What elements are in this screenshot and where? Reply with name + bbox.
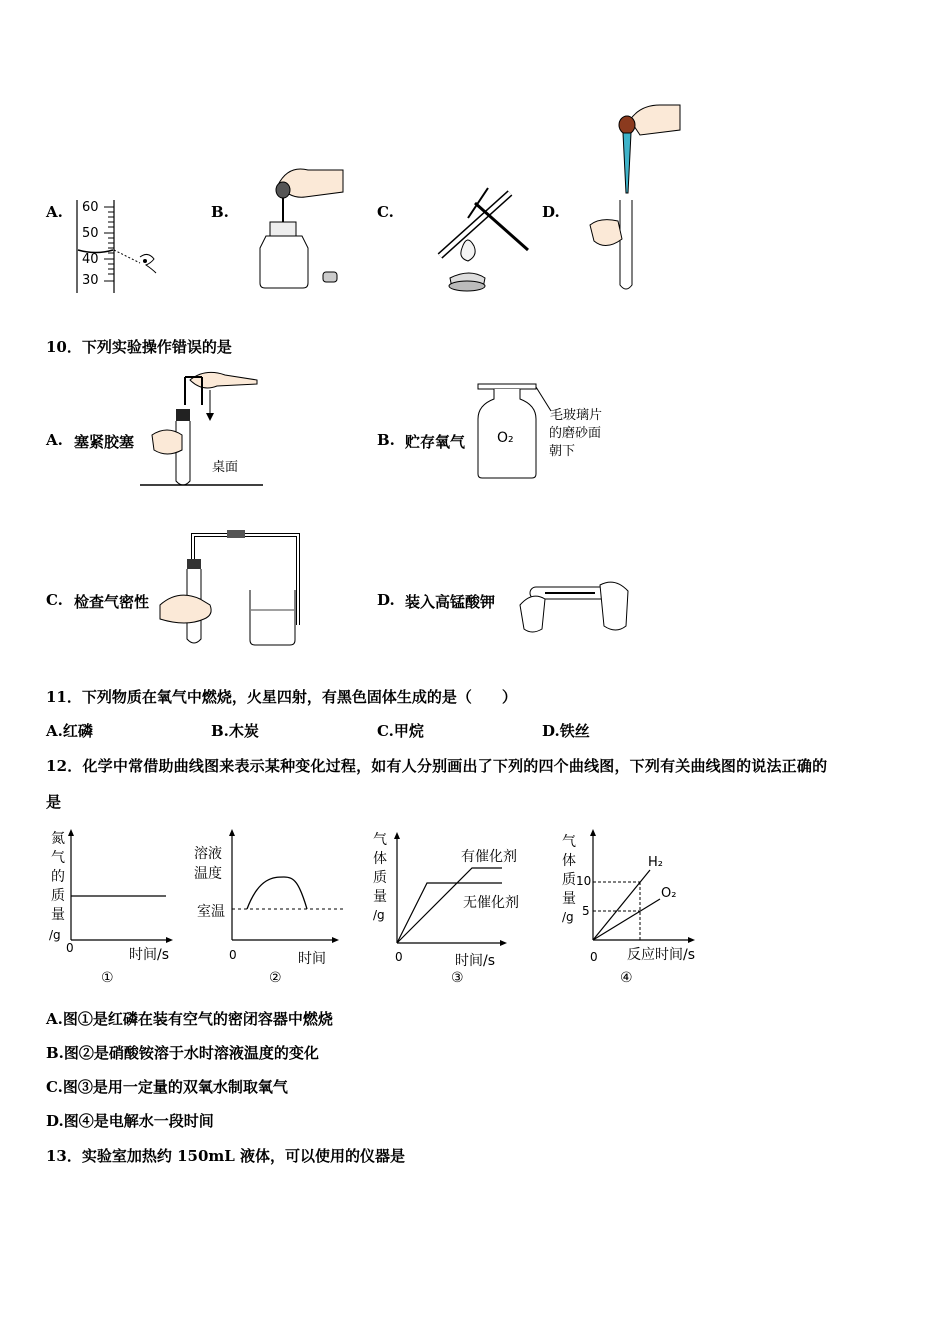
- graph-2-ylabel-2: 温度: [194, 866, 222, 882]
- bottle-o2-label: O₂: [497, 430, 514, 446]
- graph-1-xlabel: 时间/s: [129, 947, 170, 963]
- q9-option-a-label: A.: [46, 203, 63, 221]
- graph-1: [68, 832, 178, 947]
- graph-1-ylabel: 氮 气 的 质 量: [51, 831, 65, 923]
- graph-3-xlabel: 时间/s: [455, 953, 496, 969]
- heating-tube-illustration: [410, 178, 535, 298]
- graph-4: [590, 832, 700, 947]
- q9-option-d-label: D.: [542, 203, 560, 221]
- q13-stem: 13．实验室加热约 150mL 液体，可以使用的仪器是: [46, 1147, 406, 1165]
- q10-option-b-text: 贮存氧气: [405, 433, 466, 451]
- q12-option-a: A.图①是红磷在装有空气的密闭容器中燃烧: [46, 1010, 333, 1028]
- q10-option-d-text: 装入高锰酸钾: [405, 593, 496, 611]
- graph-3-yunit: /g: [373, 908, 385, 922]
- tick-50: 50: [82, 226, 99, 241]
- q11-option-a: A.红磷: [46, 722, 93, 740]
- graph-3-no-catalyst-label: 无催化剂: [463, 895, 519, 911]
- graph-2-xlabel: 时间: [298, 951, 326, 967]
- q12-option-b: B.图②是硝酸铵溶于水时溶液温度的变化: [46, 1044, 319, 1062]
- graph-1-yunit: /g: [49, 928, 61, 942]
- graph-4-ytick-10: 10: [576, 874, 592, 888]
- q10-option-d-label: D.: [377, 591, 395, 609]
- dropper-testtube-illustration: [580, 100, 690, 300]
- desk-caption: 桌面: [212, 460, 239, 475]
- graph-1-number: ①: [101, 970, 114, 986]
- q11-option-c: C.甲烷: [377, 722, 424, 740]
- q10-option-c-label: C.: [46, 591, 63, 609]
- glass-plate-caption-2: 的磨砂面: [549, 426, 602, 441]
- graph-4-xlabel: 反应时间/s: [627, 947, 696, 963]
- q12-option-c: C.图③是用一定量的双氧水制取氧气: [46, 1078, 288, 1096]
- graph-2-number: ②: [269, 970, 282, 986]
- q10-option-b-label: B.: [377, 431, 395, 449]
- q12-stem-line2: 是: [46, 793, 62, 811]
- q11-stem: 11．下列物质在氧气中燃烧，火星四射，有黑色固体生成的是（ ）: [46, 688, 517, 706]
- graph-1-origin: 0: [66, 941, 74, 955]
- glass-plate-caption-1: 毛玻璃片: [550, 408, 603, 423]
- q10-option-a-text: 塞紧胶塞: [74, 433, 135, 451]
- graph-4-o2-label: O₂: [661, 886, 677, 901]
- q10-option-c-text: 检查气密性: [74, 593, 150, 611]
- q12-stem-line1: 12．化学中常借助曲线图来表示某种变化过程，如有人分别画出了下列的四个曲线图，下列有关曲线图的说法正确的: [46, 757, 828, 775]
- q9-option-b-label: B.: [211, 203, 229, 221]
- glass-plate-caption-3: 朝下: [549, 444, 576, 459]
- graph-4-h2-label: H₂: [648, 855, 663, 870]
- graph-4-ylabel: 气 体 质 量: [562, 834, 576, 907]
- tick-60: 60: [82, 200, 99, 215]
- graph-3-catalyst-label: 有催化剂: [461, 849, 517, 865]
- tick-40: 40: [82, 252, 99, 267]
- graph-4-number: ④: [620, 970, 633, 986]
- airtightness-check-illustration: [155, 525, 305, 650]
- graph-2-ylabel-1: 溶液: [194, 846, 222, 862]
- tick-30: 30: [82, 273, 99, 288]
- graph-4-origin: 0: [590, 950, 598, 964]
- graph-4-yunit: /g: [562, 910, 574, 924]
- dropper-bottle-illustration: [258, 160, 358, 295]
- powder-loading-illustration: [515, 575, 635, 645]
- graph-2-origin: 0: [229, 948, 237, 962]
- stopper-insertion-illustration: [140, 365, 265, 490]
- q12-option-d: D.图④是电解水一段时间: [46, 1112, 214, 1130]
- graph-4-ytick-5: 5: [582, 904, 590, 918]
- graph-3-origin: 0: [395, 950, 403, 964]
- q11-option-d: D.铁丝: [542, 722, 590, 740]
- graph-2: [229, 832, 354, 947]
- q10-option-a-label: A.: [46, 431, 63, 449]
- q10-stem: 10．下列实验操作错误的是: [46, 338, 232, 356]
- q9-option-c-label: C.: [377, 203, 394, 221]
- graph-2-room-temp: 室温: [197, 904, 225, 920]
- q11-option-b: B.木炭: [211, 722, 259, 740]
- graph-3-number: ③: [451, 970, 464, 986]
- graph-3-ylabel: 气 体 质 量: [373, 832, 387, 905]
